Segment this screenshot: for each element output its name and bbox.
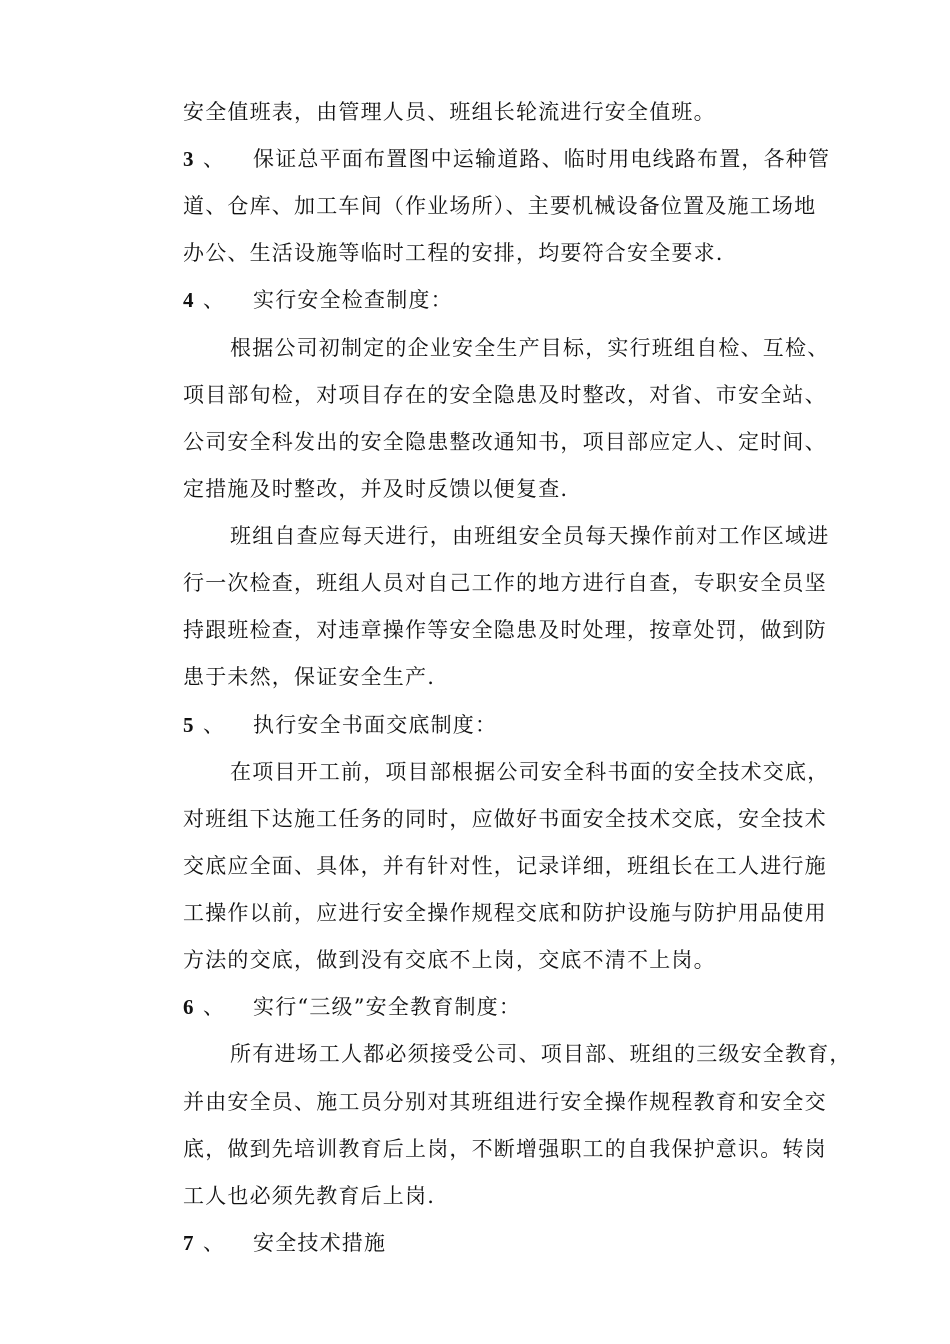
section-separator: 、: [203, 995, 226, 1019]
paragraph-line: 交底应全面、具体，并有针对性，记录详细，班组长在工人进行施: [183, 854, 827, 878]
paragraph-line: 并由安全员、施工员分别对其班组进行安全操作规程教育和安全交: [183, 1090, 827, 1114]
paragraph-line: 对班组下达施工任务的同时，应做好书面安全技术交底，安全技术: [183, 807, 827, 831]
paragraph-first-line: 根据公司初制定的企业安全生产目标，实行班组自检、互检、: [230, 336, 830, 360]
paragraph-first-line: 在项目开工前，项目部根据公司安全科书面的安全技术交底，: [230, 760, 830, 784]
paragraph-line: 工人也必须先教育后上岗.: [183, 1184, 436, 1208]
section-number: 4: [183, 288, 195, 312]
paragraph-line: 办公、生活设施等临时工程的安排，均要符合安全要求.: [183, 241, 724, 265]
paragraph-line: 安全值班表，由管理人员、班组长轮流进行安全值班。: [183, 100, 716, 124]
section-number: 3: [183, 147, 195, 171]
section-number: 5: [183, 713, 195, 737]
paragraph-line: 工操作以前，应进行安全操作规程交底和防护设施与防护用品使用: [183, 901, 827, 925]
paragraph-line: 公司安全科发出的安全隐患整改通知书，项目部应定人、定时间、: [183, 430, 827, 454]
paragraph-line: 持跟班检查，对违章操作等安全隐患及时处理，按章处罚，做到防: [183, 618, 827, 642]
section-title: 执行安全书面交底制度：: [253, 713, 498, 737]
paragraph-line: 患于未然，保证安全生产.: [183, 665, 436, 689]
paragraph-line: 项目部旬检，对项目存在的安全隐患及时整改，对省、市安全站、: [183, 383, 827, 407]
paragraph-first-line: 所有进场工人都必须接受公司、项目部、班组的三级安全教育，: [230, 1042, 852, 1066]
paragraph-line: 行一次检查，班组人员对自己工作的地方进行自查，专职安全员坚: [183, 571, 827, 595]
paragraph-line: 底，做到先培训教育后上岗，不断增强职工的自我保护意识。转岗: [183, 1137, 827, 1161]
section-title: 实行“三级”安全教育制度：: [253, 995, 522, 1019]
section-separator: 、: [203, 288, 226, 312]
paragraph-line: 方法的交底，做到没有交底不上岗，交底不清不上岗。: [183, 948, 716, 972]
section-separator: 、: [203, 147, 226, 171]
paragraph-first-line: 班组自查应每天进行，由班组安全员每天操作前对工作区域进: [230, 524, 830, 548]
section-number: 7: [183, 1231, 195, 1255]
section-heading: [183, 992, 873, 1022]
section-heading: [183, 1228, 873, 1258]
paragraph-line: 定措施及时整改，并及时反馈以便复查.: [183, 477, 569, 501]
section-title: 保证总平面布置图中运输道路、临时用电线路布置，各种管: [253, 147, 831, 171]
section-separator: 、: [203, 1231, 226, 1255]
section-number: 6: [183, 995, 195, 1019]
section-title: 实行安全检查制度：: [253, 288, 453, 312]
section-heading: [183, 285, 873, 315]
section-separator: 、: [203, 713, 226, 737]
paragraph-line: 道、仓库、加工车间（作业场所）、主要机械设备位置及施工场地: [183, 194, 817, 218]
section-heading: [183, 144, 873, 174]
section-title: 安全技术措施: [253, 1231, 387, 1255]
section-heading: [183, 710, 873, 740]
